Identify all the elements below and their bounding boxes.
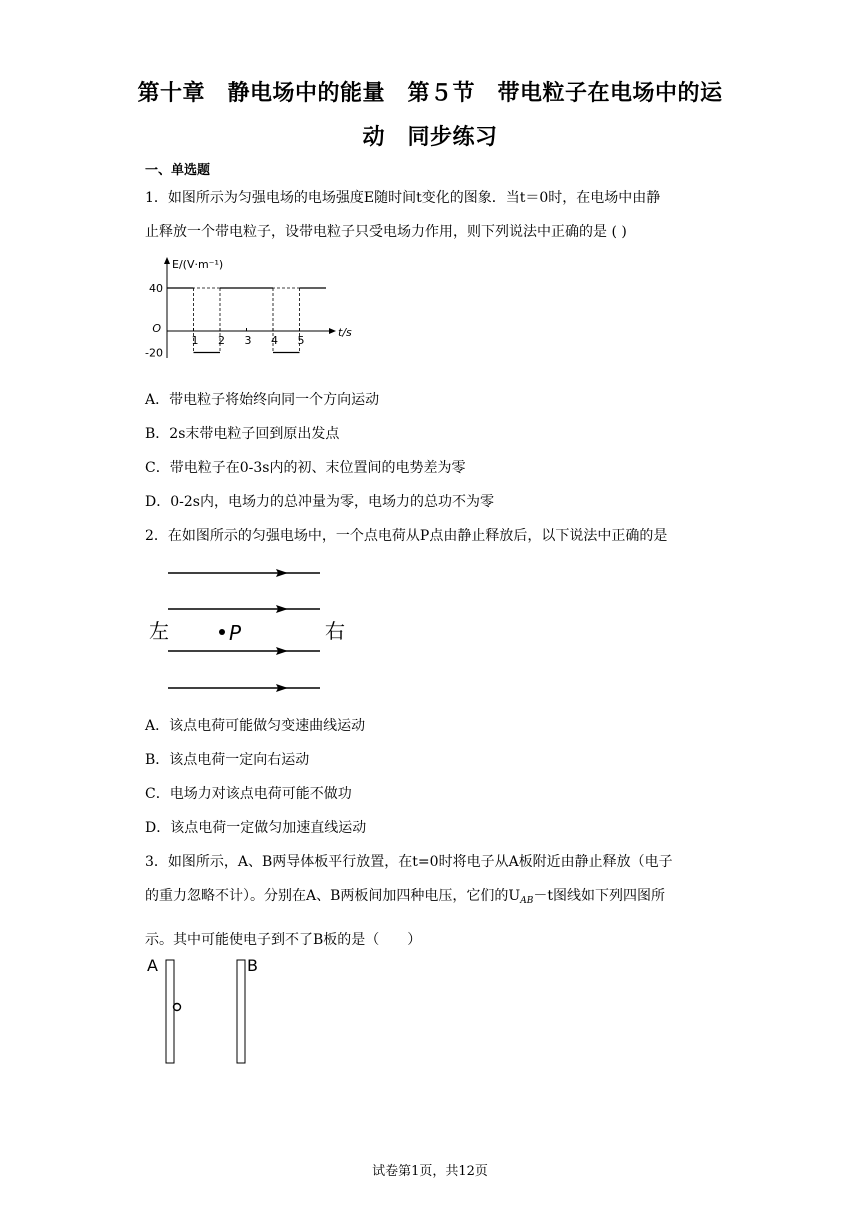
chart-labels [145, 258, 352, 360]
q2-field-diagram [145, 558, 360, 703]
q2-option-a[interactable]: A．该点电荷可能做匀变速曲线运动 [145, 718, 366, 734]
y-tick-label: -20 [145, 346, 163, 360]
q2-option-b[interactable]: B．该点电荷一定向右运动 [145, 752, 310, 768]
x-tick-label: 4 [271, 334, 278, 347]
q3-stem-line2: 的重力忽略不计）。分别在A、B两板间加四种电压，它们的$U_{AB}-t$图线如下列四图所 [145, 888, 665, 906]
section-heading: 一、单选题 [145, 163, 211, 178]
q2-stem: 2．在如图所示的匀强电场中，一个点电荷从P点由静止释放后，以下说法中正确的是 [145, 528, 668, 544]
electron [174, 1004, 181, 1011]
page-title-line2: 动 同步练习 [362, 125, 498, 150]
q1-e-t-chart [140, 255, 360, 370]
field-arrow [276, 569, 288, 692]
q1-option-b[interactable]: B．2s末带电粒子回到原出发点 [145, 426, 340, 442]
q1-stem-line2: 止释放一个带电粒子，设带电粒子只受电场力作用，则下列说法中正确的是 ( ) [145, 224, 627, 240]
x-tick-label: 5 [297, 334, 305, 347]
page-title-line1: 第十章 静电场中的能量 第５节 带电粒子在电场中的运 [137, 81, 723, 106]
plate-a-label: A [147, 956, 158, 975]
plate-a [166, 960, 174, 1063]
x-tick-label: 3 [244, 334, 252, 347]
y-tick-label: 40 [149, 282, 163, 295]
q1-option-a[interactable]: A．带电粒子将始终向同一个方向运动 [145, 392, 380, 408]
page-footer: 试卷第1页，共12页 [372, 1164, 488, 1179]
charge-point [219, 629, 225, 635]
field-line [168, 573, 320, 688]
q3-plates-diagram [140, 955, 280, 1070]
label-right: 右 [325, 619, 345, 643]
x-tick-label: 2 [218, 334, 225, 347]
q3-stem-line1: 3．如图所示，A、B两导体板平行放置，在t=0时将电子从A板附近由静止释放（电子 [145, 854, 673, 870]
q1-option-d[interactable]: D．0-2s内，电场力的总冲量为零，电场力的总功不为零 [145, 494, 494, 510]
x-axis-label: t/s [338, 326, 352, 339]
q3-stem-line3: 示。其中可能使电子到不了B板的是（ ） [145, 932, 422, 948]
label-left: 左 [149, 619, 169, 643]
q2-option-d[interactable]: D．该点电荷一定做匀加速直线运动 [145, 820, 367, 836]
label-p: P [229, 621, 242, 645]
plate-b [237, 960, 245, 1063]
origin-label: O [152, 322, 161, 335]
x-tick-label: 1 [191, 334, 199, 347]
q1-stem-line1: 1．如图所示为匀强电场的电场强度E随时间t变化的图象．当t＝0时，在电场中由静 [145, 190, 661, 206]
plate-b-label: B [247, 956, 258, 975]
y-axis-label: E/(V·m⁻¹) [172, 258, 224, 271]
q2-option-c[interactable]: C．电场力对该点电荷可能不做功 [145, 786, 352, 802]
q1-option-c[interactable]: C．带电粒子在0-3s内的初、末位置间的电势差为零 [145, 460, 466, 476]
